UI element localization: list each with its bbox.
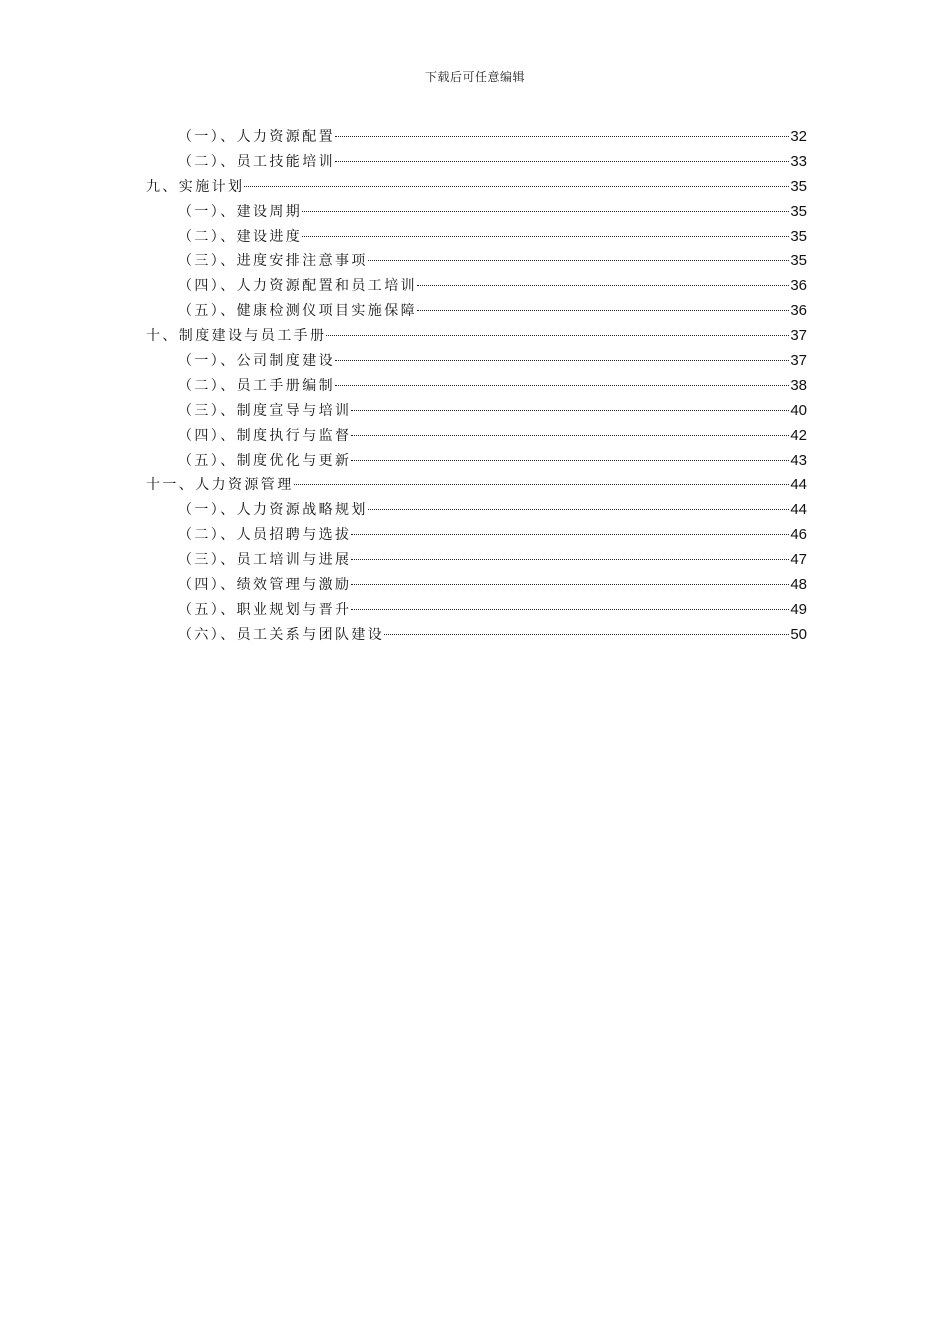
toc-entry-page-number: 35 bbox=[790, 202, 807, 220]
toc-entry-page-number: 35 bbox=[790, 252, 807, 270]
toc-dot-leader bbox=[351, 609, 789, 610]
toc-dot-leader bbox=[335, 385, 789, 386]
toc-entry-title: （二）、人员招聘与选拔 bbox=[178, 527, 352, 544]
table-of-contents bbox=[146, 127, 807, 650]
toc-dot-leader bbox=[335, 136, 789, 137]
toc-entry[interactable] bbox=[146, 202, 807, 227]
toc-entry-page-number: 37 bbox=[790, 327, 807, 345]
toc-entry-page-number: 47 bbox=[790, 551, 807, 569]
toc-entry-page-number: 49 bbox=[790, 600, 807, 618]
toc-entry[interactable] bbox=[146, 575, 807, 600]
toc-dot-leader bbox=[335, 360, 789, 361]
toc-entry-title: （三）、制度宣导与培训 bbox=[178, 402, 352, 419]
toc-dot-leader bbox=[384, 634, 789, 635]
toc-entry-title: （一）、人力资源战略规划 bbox=[178, 502, 368, 519]
toc-entry[interactable] bbox=[146, 227, 807, 252]
toc-entry-title: （五）、职业规划与晋升 bbox=[178, 601, 352, 618]
toc-entry[interactable] bbox=[146, 625, 807, 650]
toc-dot-leader bbox=[244, 186, 789, 187]
toc-dot-leader bbox=[368, 260, 790, 261]
toc-entry-title: （四）、绩效管理与激励 bbox=[178, 577, 352, 594]
toc-entry[interactable] bbox=[146, 127, 807, 152]
toc-entry-page-number: 42 bbox=[790, 426, 807, 444]
toc-entry-page-number: 44 bbox=[790, 476, 807, 494]
toc-entry-page-number: 37 bbox=[790, 352, 807, 370]
toc-entry[interactable] bbox=[146, 177, 807, 202]
toc-entry-title: （二）、建设进度 bbox=[178, 228, 303, 245]
toc-entry-page-number: 35 bbox=[790, 177, 807, 195]
toc-entry-page-number: 36 bbox=[790, 277, 807, 295]
toc-dot-leader bbox=[351, 559, 789, 560]
toc-entry-title: （一）、人力资源配置 bbox=[178, 129, 335, 145]
toc-dot-leader bbox=[351, 410, 789, 411]
toc-dot-leader bbox=[302, 236, 789, 237]
toc-entry-title: （二）、员工技能培训 bbox=[178, 153, 335, 170]
toc-entry-page-number: 38 bbox=[790, 376, 807, 394]
toc-dot-leader bbox=[326, 335, 789, 336]
toc-dot-leader bbox=[351, 584, 789, 585]
toc-entry-title: 十一、人力资源管理 bbox=[146, 477, 294, 494]
toc-dot-leader bbox=[294, 484, 790, 485]
toc-entry[interactable] bbox=[146, 451, 807, 476]
toc-entry[interactable] bbox=[146, 351, 807, 376]
toc-entry-page-number: 36 bbox=[790, 302, 807, 320]
toc-entry[interactable] bbox=[146, 500, 807, 525]
toc-entry[interactable] bbox=[146, 152, 807, 177]
toc-dot-leader bbox=[351, 435, 789, 436]
toc-entry-title: （三）、进度安排注意事项 bbox=[178, 253, 368, 270]
toc-entry-title: （一）、建设周期 bbox=[178, 203, 303, 220]
toc-entry-title: （四）、人力资源配置和员工培训 bbox=[178, 278, 417, 295]
toc-entry-title: 十、制度建设与员工手册 bbox=[146, 328, 327, 345]
toc-entry-page-number: 43 bbox=[790, 451, 807, 469]
toc-entry-title: （五）、健康检测仪项目实施保障 bbox=[178, 303, 417, 320]
toc-entry-page-number: 32 bbox=[790, 128, 807, 145]
toc-dot-leader bbox=[417, 285, 789, 286]
toc-dot-leader bbox=[351, 534, 789, 535]
toc-dot-leader bbox=[368, 509, 790, 510]
toc-dot-leader bbox=[417, 310, 789, 311]
toc-entry[interactable] bbox=[146, 600, 807, 625]
toc-entry[interactable] bbox=[146, 401, 807, 426]
toc-entry-page-number: 50 bbox=[790, 625, 807, 643]
toc-entry[interactable] bbox=[146, 301, 807, 326]
toc-entry-page-number: 40 bbox=[790, 401, 807, 419]
page-header: 下载后可任意编辑 bbox=[424, 70, 525, 84]
toc-entry-page-number: 33 bbox=[790, 152, 807, 170]
toc-entry-page-number: 44 bbox=[790, 501, 807, 519]
toc-entry-page-number: 48 bbox=[790, 576, 807, 594]
toc-entry-title: （二）、员工手册编制 bbox=[178, 377, 335, 394]
toc-entry[interactable] bbox=[146, 550, 807, 575]
toc-entry[interactable] bbox=[146, 426, 807, 451]
toc-dot-leader bbox=[351, 460, 789, 461]
toc-entry-title: （五）、制度优化与更新 bbox=[178, 452, 352, 469]
toc-entry-title: 九、实施计划 bbox=[146, 178, 245, 195]
toc-dot-leader bbox=[335, 161, 789, 162]
toc-entry[interactable] bbox=[146, 376, 807, 401]
toc-entry-page-number: 46 bbox=[790, 526, 807, 544]
toc-entry-title: （一）、公司制度建设 bbox=[178, 353, 335, 370]
toc-entry[interactable] bbox=[146, 326, 807, 351]
toc-entry-title: （三）、员工培训与进展 bbox=[178, 552, 352, 569]
toc-entry[interactable] bbox=[146, 475, 807, 500]
toc-entry-title: （六）、员工关系与团队建设 bbox=[178, 626, 385, 643]
toc-entry-page-number: 35 bbox=[790, 227, 807, 245]
toc-entry-title: （四）、制度执行与监督 bbox=[178, 427, 352, 444]
toc-dot-leader bbox=[302, 211, 789, 212]
toc-entry[interactable] bbox=[146, 525, 807, 550]
toc-entry[interactable] bbox=[146, 276, 807, 301]
toc-entry[interactable] bbox=[146, 251, 807, 276]
